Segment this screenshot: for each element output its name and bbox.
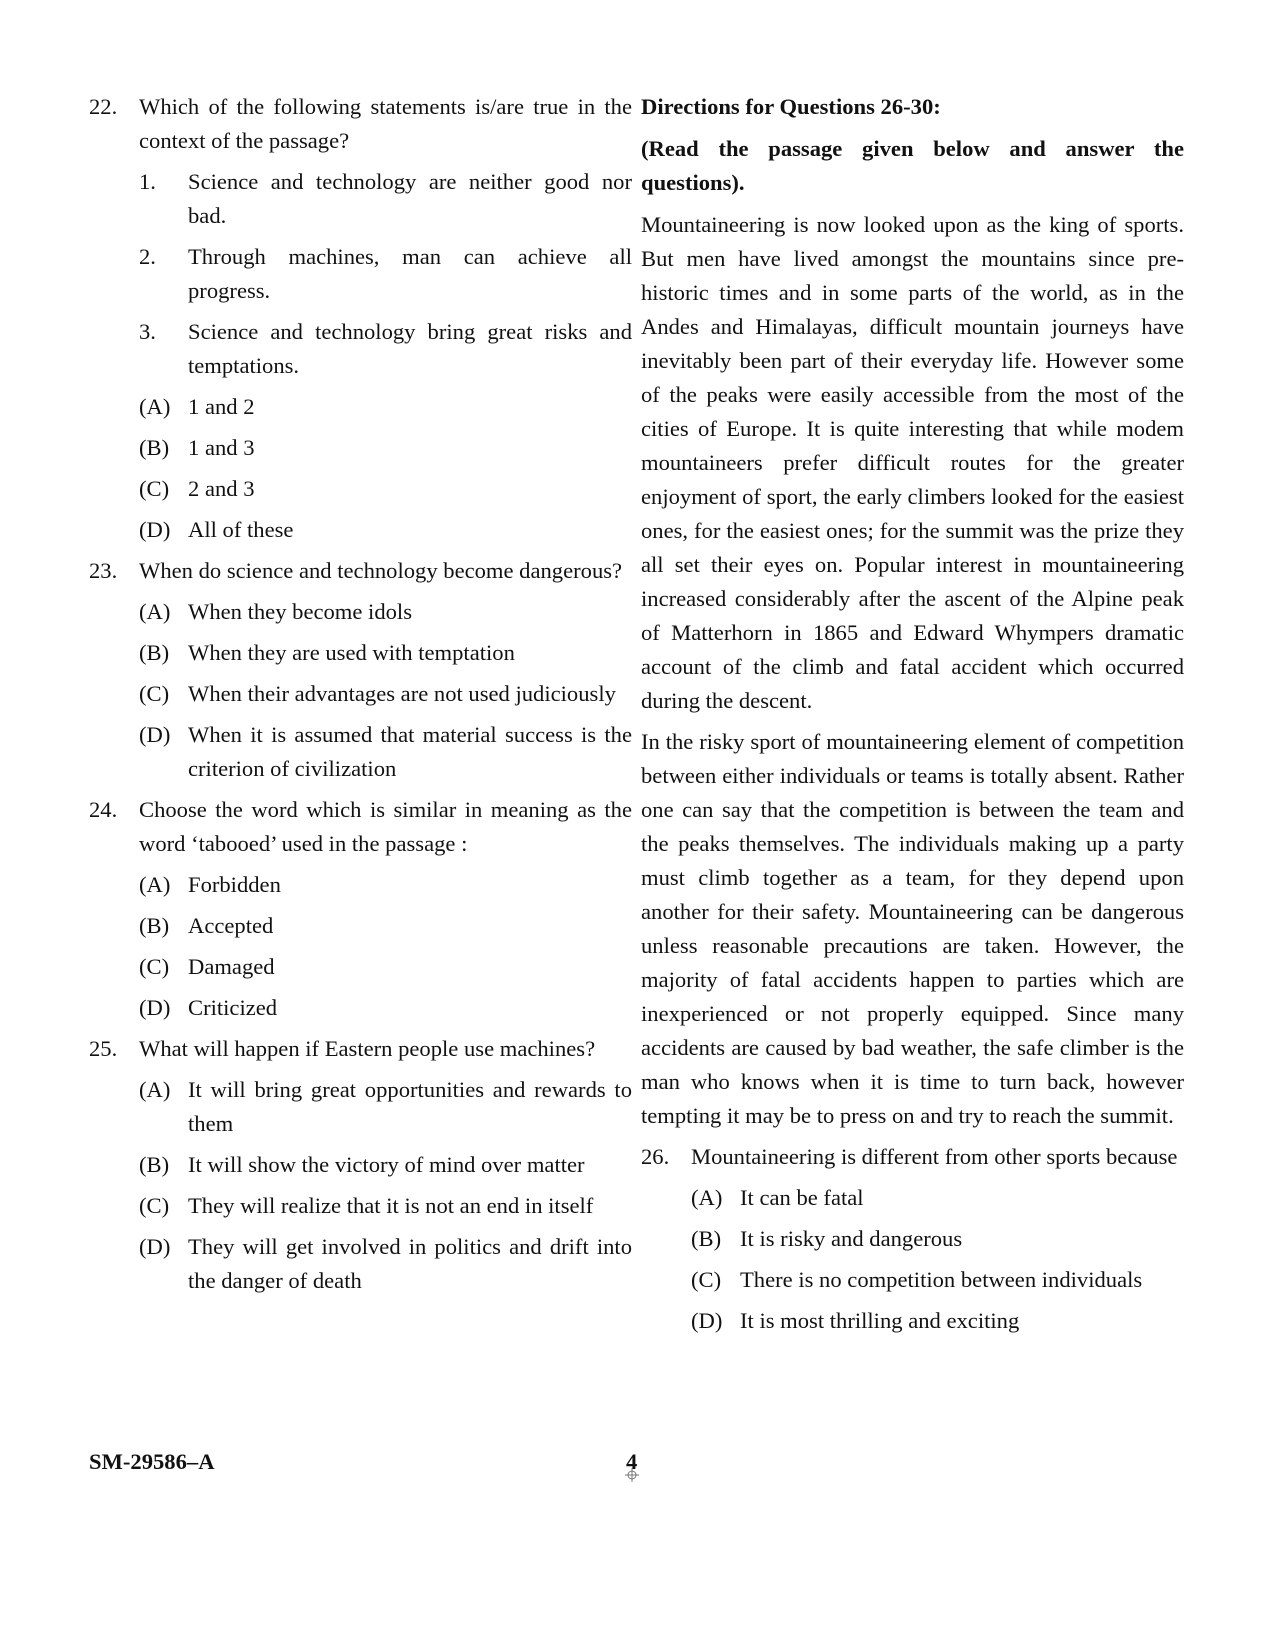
answer-option [139, 909, 632, 943]
statement-item [139, 240, 632, 308]
passage-paragraph: In the risky sport of mountaineering element of competition between either individuals or teams is totally absent. Rather one can say that the competition is between the team and the peaks themselves. The individuals making up a party must climb together as a team, for they depend upon another for their safety. Mountaineering can be dangerous unless reasonable precautions are taken. However, the majority of fatal accidents happen to parties which are inexperienced or not properly equipped. Since many accidents are caused by bad weather, the safe climber is the man who knows when it is time to turn back, however tempting it may be to press on and try to reach the summit. [641, 729, 1184, 1128]
option-label: (D) [139, 995, 171, 1020]
option-label: (A) [139, 1077, 171, 1102]
answer-option [139, 1148, 632, 1182]
question-number: 25. [89, 1036, 118, 1061]
question-text: When do science and technology become dangerous? [139, 558, 623, 583]
question-25 [89, 1032, 632, 1298]
question-26 [641, 1140, 1184, 1338]
option-text: There is no competition between individuals [740, 1267, 1143, 1292]
option-text: All of these [188, 517, 294, 542]
answer-option [691, 1304, 1184, 1338]
option-label: (D) [139, 1234, 171, 1259]
answer-option [139, 431, 632, 465]
answer-option [139, 513, 632, 547]
option-label: (D) [691, 1308, 723, 1333]
item-label: 2. [139, 244, 156, 269]
statement-item [139, 165, 632, 233]
directions-heading: Directions for Questions 26-30: [641, 94, 941, 119]
option-text: 2 and 3 [188, 476, 255, 501]
item-label: 1. [139, 169, 156, 194]
answer-option [139, 677, 632, 711]
answer-option [139, 1189, 632, 1223]
question-text: Which of the following statements is/are true in the context of the passage? [139, 94, 632, 153]
option-label: (B) [139, 435, 170, 460]
answer-option [139, 718, 632, 786]
answer-option [691, 1263, 1184, 1297]
answer-option [139, 636, 632, 670]
option-label: (C) [139, 681, 170, 706]
answer-option [139, 472, 632, 506]
directions-subheading: (Read the passage given below and answer the questions). [641, 136, 1184, 195]
answer-option [139, 1230, 632, 1298]
answer-option [139, 1073, 632, 1141]
option-label: (D) [139, 517, 171, 542]
option-label: (B) [691, 1226, 722, 1251]
right-column [641, 90, 1184, 1345]
option-label: (A) [139, 599, 171, 624]
page-number: 4 [626, 1449, 638, 1474]
option-text: Forbidden [188, 872, 281, 897]
statement-item [139, 315, 632, 383]
option-text: Accepted [188, 913, 274, 938]
answer-option [139, 950, 632, 984]
option-text: They will realize that it is not an end in itself [188, 1193, 594, 1218]
question-24 [89, 793, 632, 1025]
option-text: When their advantages are not used judiciously [188, 681, 616, 706]
option-label: (B) [139, 1152, 170, 1177]
option-text: It is most thrilling and exciting [740, 1308, 1020, 1333]
option-label: (C) [139, 954, 170, 979]
question-number: 23. [89, 558, 118, 583]
answer-option [139, 595, 632, 629]
answer-option [691, 1181, 1184, 1215]
item-label: 3. [139, 319, 156, 344]
option-text: It will bring great opportunities and rewards to them [188, 1077, 632, 1136]
document-code: SM-29586–A [89, 1449, 215, 1474]
answer-option [139, 991, 632, 1025]
option-text: It will show the victory of mind over matter [188, 1152, 585, 1177]
left-column [89, 90, 632, 1305]
answer-option [139, 390, 632, 424]
option-text: It is risky and dangerous [740, 1226, 963, 1251]
question-text: What will happen if Eastern people use machines? [139, 1036, 596, 1061]
option-text: When they become idols [188, 599, 412, 624]
option-text: Criticized [188, 995, 278, 1020]
option-text: They will get involved in politics and drift into the danger of death [188, 1234, 632, 1293]
passage-paragraph: Mountaineering is now looked upon as the king of sports. But men have lived amongst the mountains since pre-historic times and in some parts of the world, as in the Andes and Himalayas, difficult mountain journeys have inevitably been part of their everyday life. However some of the peaks were easily accessible from the most of the cities of Europe. It is quite interesting that while modem mountaineers prefer difficult routes for the greater enjoyment of sport, the early climbers looked for the easiest ones, for the easiest ones; for the summit was the prize they all set their eyes on. Popular interest in mountaineering increased considerably after the ascent of the Alpine peak of Matterhorn in 1865 and Edward Whympers dramatic account of the climb and fatal accident which occurred during the descent. [641, 212, 1184, 713]
item-text: Science and technology are neither good nor bad. [188, 169, 632, 228]
option-text: It can be fatal [740, 1185, 864, 1210]
question-number: 26. [641, 1144, 670, 1169]
registration-mark-icon [625, 1468, 639, 1482]
option-label: (C) [139, 1193, 170, 1218]
option-label: (B) [139, 640, 170, 665]
option-label: (A) [139, 872, 171, 897]
question-number: 24. [89, 797, 118, 822]
option-text: 1 and 2 [188, 394, 255, 419]
question-23 [89, 554, 632, 786]
option-text: 1 and 3 [188, 435, 255, 460]
item-text: Science and technology bring great risks and temptations. [188, 319, 632, 378]
option-label: (D) [139, 722, 171, 747]
option-label: (A) [691, 1185, 723, 1210]
question-text: Mountaineering is different from other sports because [691, 1144, 1178, 1169]
option-text: When they are used with temptation [188, 640, 515, 665]
option-label: (A) [139, 394, 171, 419]
question-text: Choose the word which is similar in meaning as the word ‘tabooed’ used in the passage : [139, 797, 632, 856]
option-label: (C) [139, 476, 170, 501]
question-number: 22. [89, 94, 118, 119]
question-22 [89, 90, 632, 547]
option-label: (C) [691, 1267, 722, 1292]
option-label: (B) [139, 913, 170, 938]
option-text: Damaged [188, 954, 275, 979]
option-text: When it is assumed that material success is the criterion of civilization [188, 722, 632, 781]
answer-option [691, 1222, 1184, 1256]
item-text: Through machines, man can achieve all progress. [188, 244, 632, 303]
answer-option [139, 868, 632, 902]
